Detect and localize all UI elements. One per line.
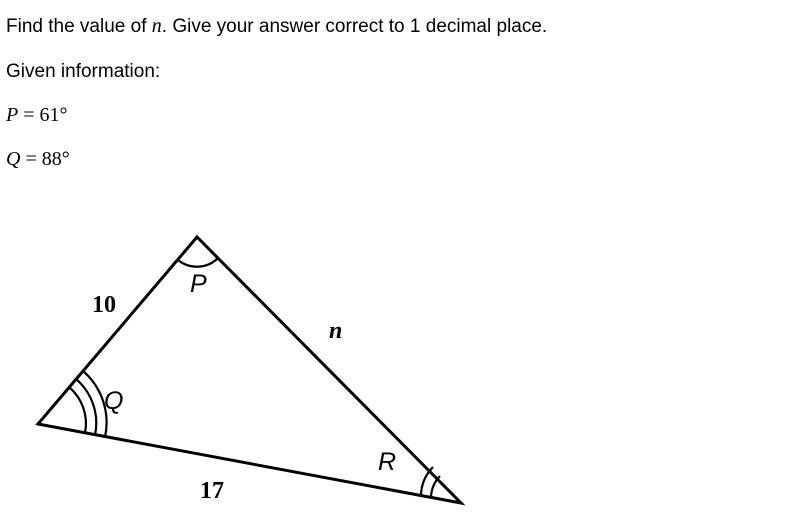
question-suffix: . Give your answer correct to 1 decimal place. (161, 16, 548, 37)
angle-p-arc (178, 259, 217, 267)
triangle-outline (38, 237, 461, 503)
given-p-symbol: P (6, 104, 19, 126)
given-q-equals: = (20, 148, 42, 170)
given-heading: Given information: (6, 61, 161, 82)
given-p-value: 61° (39, 104, 68, 126)
vertex-q-label: Q (104, 387, 124, 415)
side-pq-label: 10 (92, 292, 116, 318)
side-qr-label: 17 (200, 478, 224, 504)
question-prefix: Find the value of (6, 16, 152, 37)
question-variable: n (151, 15, 162, 37)
angle-q-arc-1 (69, 387, 86, 433)
vertex-r-label: R (378, 448, 397, 476)
given-q-symbol: Q (6, 148, 21, 170)
given-q-value: 88° (41, 148, 70, 170)
side-pr-label: n (329, 318, 343, 344)
given-p-equals: = (18, 104, 40, 126)
vertex-p-label: P (190, 270, 207, 298)
